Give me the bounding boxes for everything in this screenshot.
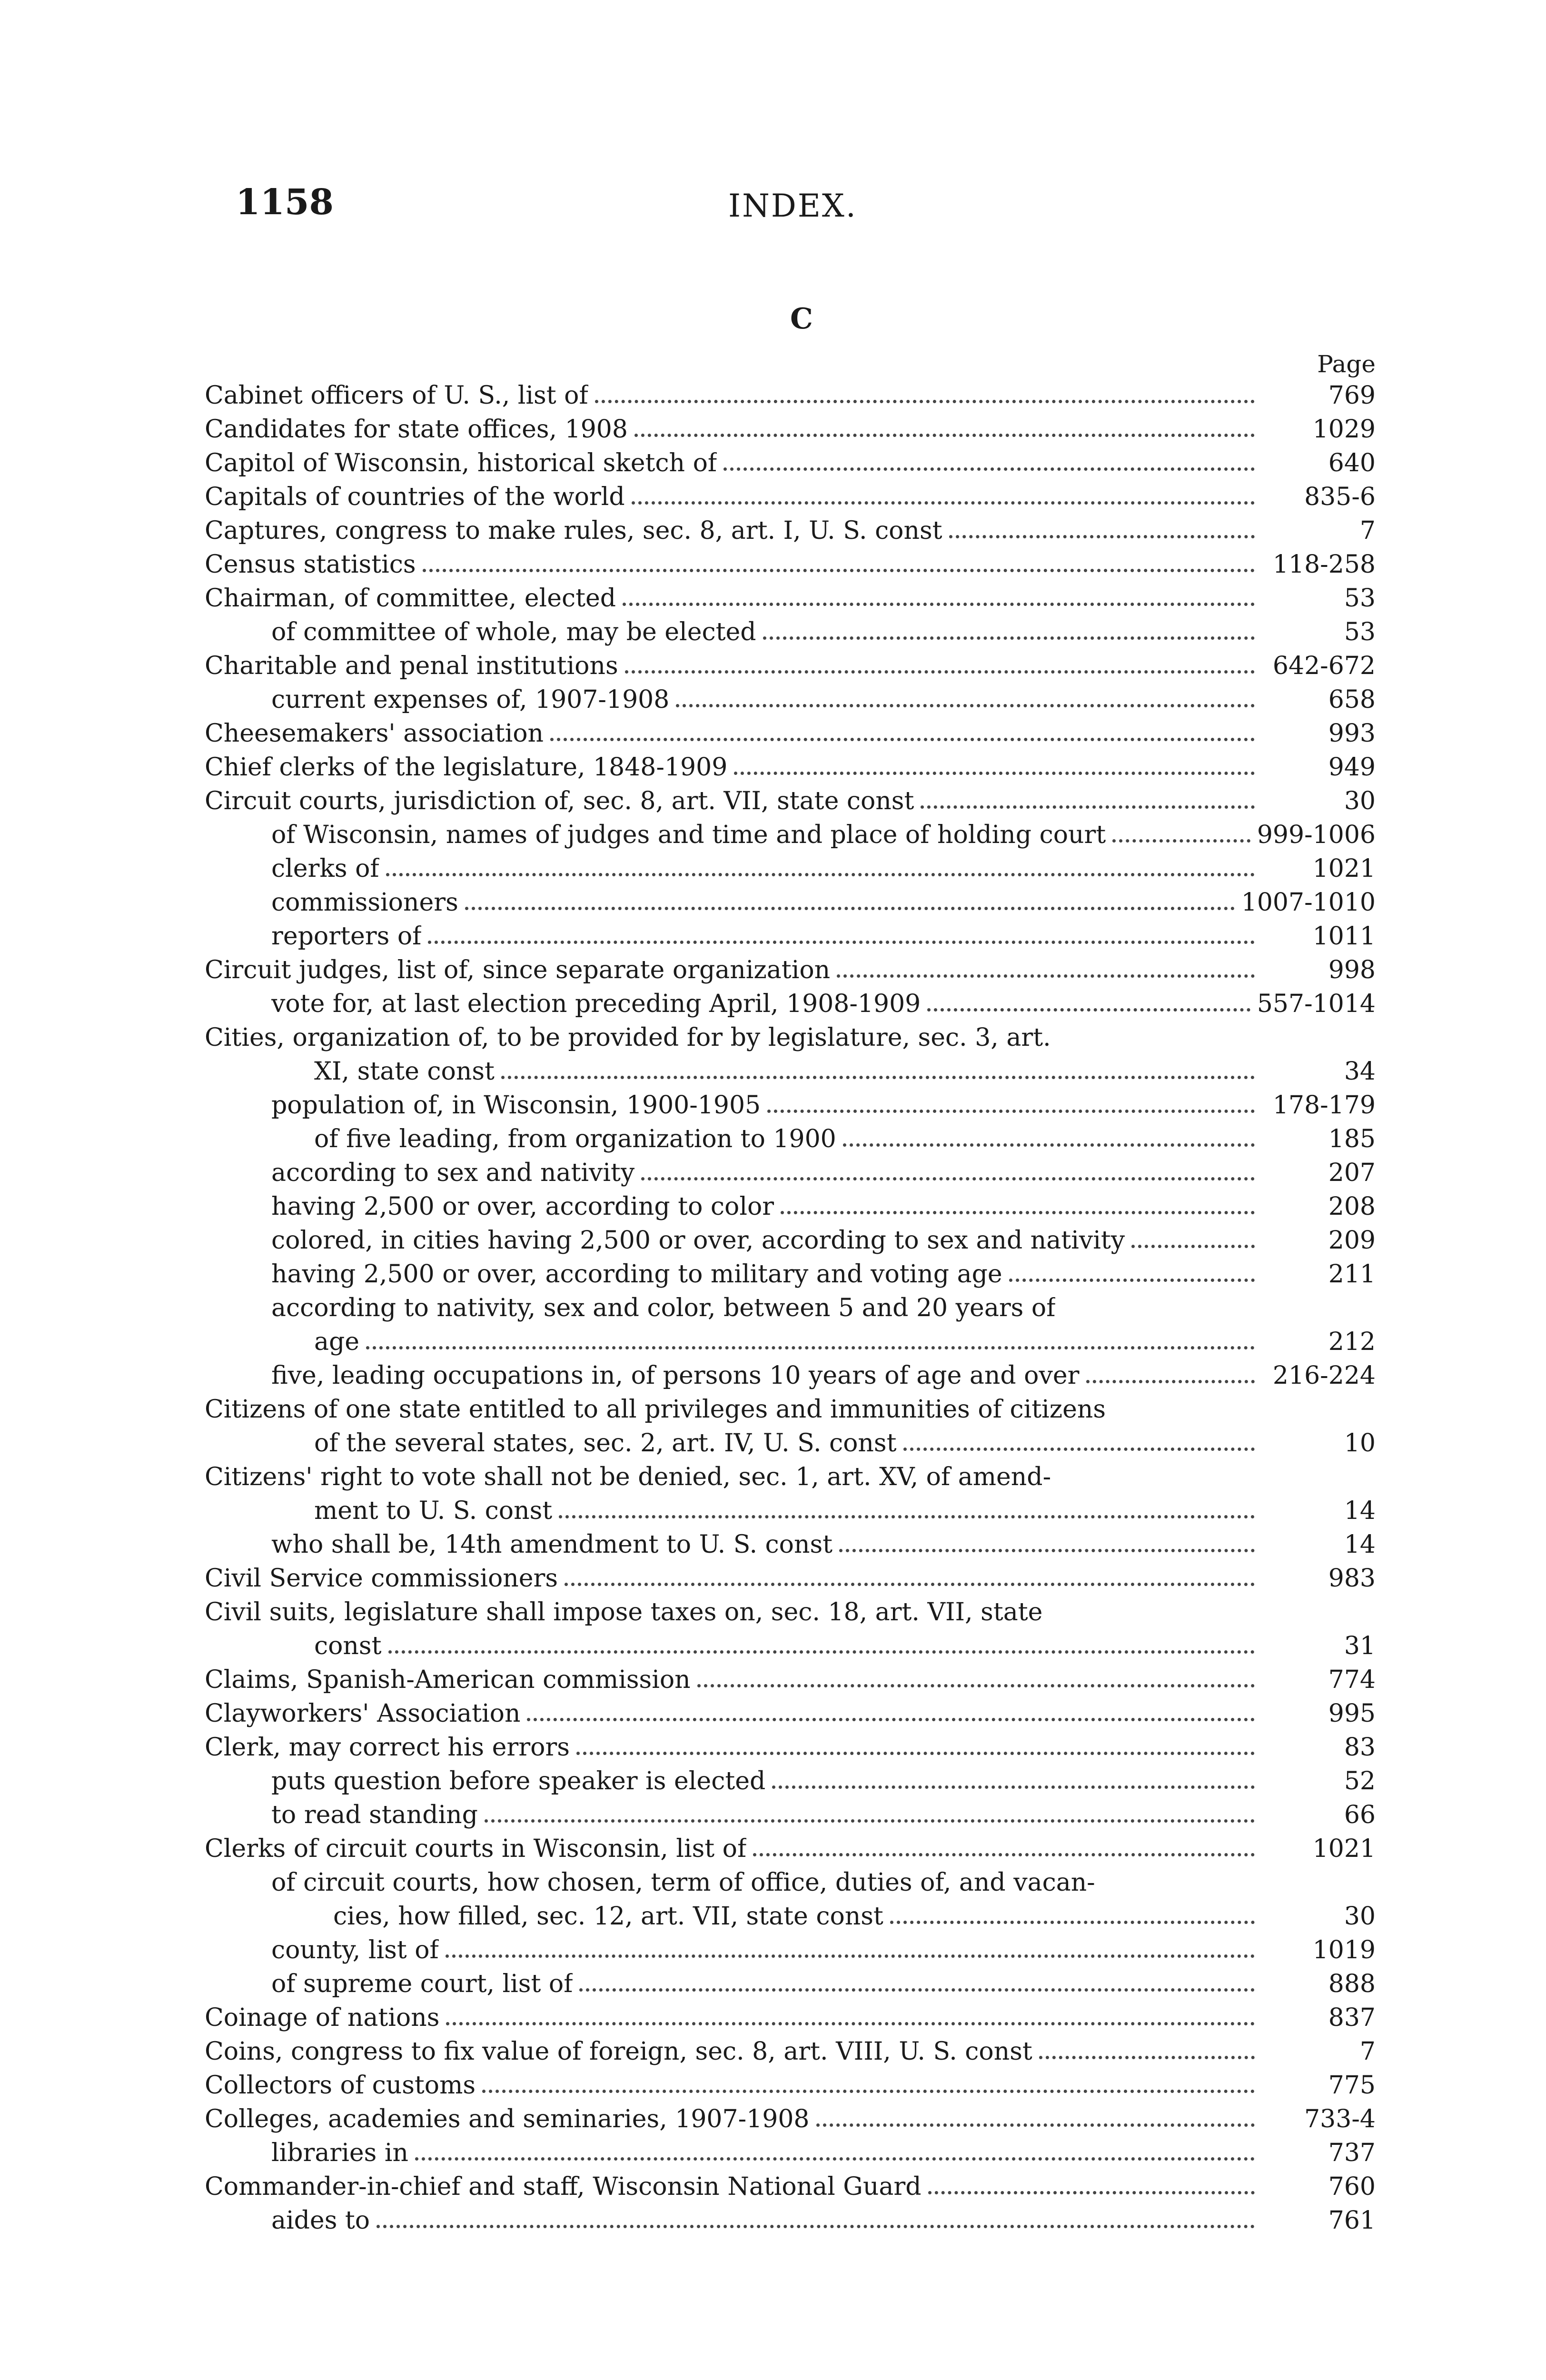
index-entry [205,1931,1376,1964]
entry-term: const [314,1632,382,1660]
dot-leader [890,1921,1255,1924]
dot-leader [485,1819,1255,1823]
index-entry [205,579,1376,613]
entry-page: 1007-1010 [1241,888,1376,917]
dot-leader [641,1177,1255,1180]
dot-leader [388,1650,1255,1654]
entry-page: 761 [1328,2206,1376,2235]
entry-page: 14 [1344,1497,1376,1525]
index-entry [205,1356,1376,1390]
dot-leader [837,974,1255,978]
entry-term: Census statistics [205,550,416,579]
index-entry [205,1559,1376,1593]
entry-term: population of, in Wisconsin, 1900-1905 [271,1091,761,1120]
dot-leader [753,1853,1255,1856]
entry-page: 53 [1344,584,1376,613]
index-entry [205,815,1376,849]
dot-leader [559,1515,1255,1518]
entry-page: 557-1014 [1257,990,1376,1018]
dot-leader [446,1954,1255,1958]
entry-page: 640 [1328,449,1376,477]
entry-term: cies, how filled, sec. 12, art. VII, state const [333,1902,883,1931]
entry-term: clerks of [271,854,379,883]
dot-leader [625,670,1255,674]
index-entry [205,1052,1376,1086]
dot-leader [428,941,1255,944]
entry-page: 1021 [1312,854,1376,883]
entry-term: Coinage of nations [205,2003,440,2032]
page-column-heading: Page [1317,350,1376,378]
entry-page: 774 [1328,1666,1376,1694]
index-entry [205,680,1376,714]
entry-page: 14 [1344,1530,1376,1559]
index-entry [205,714,1376,748]
index-entry [205,1728,1376,1762]
entry-page: 733-4 [1304,2105,1376,2133]
entry-term: having 2,500 or over, according to color [271,1192,774,1221]
index-entry [205,1863,1376,1897]
entry-page: 53 [1344,618,1376,646]
entry-term: according to sex and nativity [271,1159,635,1187]
dot-leader [482,2090,1255,2093]
dot-leader [816,2123,1255,2127]
entry-term: Clerk, may correct his errors [205,1733,570,1762]
entry-page: 998 [1328,956,1376,984]
dot-leader [697,1684,1255,1687]
entry-term: Chief clerks of the legislature, 1848-1909 [205,753,728,782]
index-entry [205,782,1376,815]
dot-leader [550,738,1255,741]
dot-leader [781,1211,1255,1214]
entry-term: Commander-in-chief and staff, Wisconsin National Guard [205,2172,922,2201]
index-entry [205,951,1376,984]
entry-page: 1011 [1312,922,1376,951]
entry-page: 30 [1344,787,1376,815]
entry-page: 642-672 [1272,652,1376,680]
dot-leader [623,603,1255,606]
index-entry [205,1626,1376,1660]
index-entry [205,1998,1376,2032]
index-entry [205,376,1376,410]
entry-page: 66 [1344,1801,1376,1829]
dot-leader [415,2157,1255,2161]
entry-term: of supreme court, list of [271,1970,573,1998]
entry-term: Civil suits, legislature shall impose taxes on, sec. 18, art. VII, state [205,1598,1043,1626]
entry-page: 983 [1328,1564,1376,1593]
entry-term: current expenses of, 1907-1908 [271,685,670,714]
entry-term: Cities, organization of, to be provided for by legislature, sec. 3, art. [205,1023,1051,1052]
index-entry [205,1829,1376,1863]
entry-term: Clayworkers' Association [205,1699,521,1728]
index-entry [205,1964,1376,1998]
entry-term: Colleges, academies and seminaries, 1907-1908 [205,2105,810,2133]
entry-term: Circuit courts, jurisdiction of, sec. 8, art. VII, state const [205,787,914,815]
entry-term: Chairman, of committee, elected [205,584,616,613]
dot-leader [927,1008,1250,1012]
entry-term: of committee of whole, may be elected [271,618,756,646]
dot-leader [527,1718,1255,1721]
entry-page: 83 [1344,1733,1376,1762]
dot-leader [1086,1380,1255,1383]
index-entry [205,1255,1376,1289]
index-entry [205,444,1376,477]
entry-page: 775 [1328,2071,1376,2100]
page-number: 1158 [236,182,334,223]
dot-leader [949,535,1255,538]
entry-page: 1021 [1312,1835,1376,1863]
index-entry [205,410,1376,444]
index-entry [205,2100,1376,2133]
index-entry [205,1086,1376,1120]
entry-page: 30 [1344,1902,1376,1931]
index-entry [205,2167,1376,2201]
index-entry [205,1187,1376,1221]
entry-page: 10 [1344,1429,1376,1458]
index-entry [205,613,1376,646]
index-entry [205,1593,1376,1626]
running-head: INDEX. [728,188,857,224]
entry-term: Civil Service commissioners [205,1564,558,1593]
entry-page: 118-258 [1272,550,1376,579]
entry-page: 1029 [1312,415,1376,444]
entry-term: Cheesemakers' association [205,719,544,748]
index-entry [205,2066,1376,2100]
index-entry [205,1458,1376,1491]
dot-leader [763,636,1255,640]
entry-term: of five leading, from organization to 1900 [314,1125,836,1153]
entry-term: libraries in [271,2139,409,2167]
index-entry [205,1322,1376,1356]
dot-leader [921,805,1255,809]
dot-leader [723,467,1255,471]
index-list [205,352,1376,2235]
dot-leader [676,704,1255,707]
entry-page: 7 [1359,516,1376,545]
entry-page: 209 [1328,1226,1376,1255]
entry-term: Claims, Spanish-American commission [205,1666,691,1694]
index-entry [205,917,1376,951]
index-entry [205,2133,1376,2167]
dot-leader [446,2022,1255,2025]
index-entry [205,511,1376,545]
entry-term: Cabinet officers of U. S., list of [205,381,588,410]
dot-leader [1039,2056,1255,2059]
index-entry [205,748,1376,782]
dot-leader [501,1076,1255,1079]
entry-page: 999-1006 [1257,821,1376,849]
entry-term: commissioners [271,888,458,917]
dot-leader [632,501,1255,505]
entry-page: 211 [1328,1260,1376,1289]
index-entry [205,883,1376,917]
index-entry [205,1120,1376,1153]
entry-term: puts question before speaker is elected [271,1767,766,1795]
index-entry [205,545,1376,579]
entry-page: 658 [1328,685,1376,714]
index-entry [205,1525,1376,1559]
entry-term: Circuit judges, list of, since separate organization [205,956,831,984]
index-entry [205,2201,1376,2235]
entry-page: 52 [1344,1767,1376,1795]
entry-term: ment to U. S. const [314,1497,553,1525]
dot-leader [1112,839,1250,843]
entry-term: age [314,1328,360,1356]
entry-term: having 2,500 or over, according to military and voting age [271,1260,1002,1289]
dot-leader [1131,1245,1255,1248]
entry-term: of the several states, sec. 2, art. IV, U. S. const [314,1429,897,1458]
entry-term: Charitable and penal institutions [205,652,618,680]
entry-page: 31 [1344,1632,1376,1660]
entry-page: 7 [1359,2037,1376,2066]
dot-leader [465,907,1235,910]
entry-term: to read standing [271,1801,478,1829]
index-entry [205,849,1376,883]
entry-term: Capitals of countries of the world [205,483,625,511]
entry-page: 185 [1328,1125,1376,1153]
dot-leader [767,1110,1255,1113]
index-entry [205,1424,1376,1458]
entry-term: Citizens of one state entitled to all privileges and immunities of citizens [205,1395,1106,1424]
dot-leader [366,1346,1255,1349]
dot-leader [579,1988,1255,1992]
index-entry [205,1153,1376,1187]
entry-page: 212 [1328,1328,1376,1356]
entry-term: who shall be, 14th amendment to U. S. const [271,1530,833,1559]
entry-term: Candidates for state offices, 1908 [205,415,628,444]
dot-leader [386,873,1255,876]
entry-term: Captures, congress to make rules, sec. 8, art. I, U. S. const [205,516,942,545]
index-entry [205,1660,1376,1694]
entry-page: 208 [1328,1192,1376,1221]
dot-leader [772,1785,1255,1789]
entry-page: 995 [1328,1699,1376,1728]
index-entry [205,1390,1376,1424]
index-entry [205,477,1376,511]
entry-page: 737 [1328,2139,1376,2167]
index-entry [205,2032,1376,2066]
entry-term: of Wisconsin, names of judges and time and place of holding court [271,821,1106,849]
dot-leader [928,2191,1255,2194]
entry-page: 760 [1328,2172,1376,2201]
index-entry [205,1491,1376,1525]
section-letter: C [790,302,813,336]
entry-page: 769 [1328,381,1376,410]
index-entry [205,1762,1376,1795]
dot-leader [595,400,1255,403]
entry-page: 835-6 [1304,483,1376,511]
entry-term: vote for, at last election preceding April, 1908-1909 [271,990,921,1018]
index-entry [205,1221,1376,1255]
dot-leader [576,1752,1255,1755]
entry-term: aides to [271,2206,370,2235]
entry-page: 888 [1328,1970,1376,1998]
entry-page: 34 [1344,1057,1376,1086]
dot-leader [1009,1279,1255,1282]
entry-term: of circuit courts, how chosen, term of office, duties of, and vacan- [271,1868,1095,1897]
entry-term: Citizens' right to vote shall not be denied, sec. 1, art. XV, of amend- [205,1463,1051,1491]
entry-term: according to nativity, sex and color, between 5 and 20 years of [271,1294,1056,1322]
entry-term: Collectors of customs [205,2071,476,2100]
entry-page: 1019 [1312,1936,1376,1964]
entry-page: 207 [1328,1159,1376,1187]
index-entry [205,646,1376,680]
entry-term: reporters of [271,922,422,951]
entry-page: 949 [1328,753,1376,782]
index-entry [205,1897,1376,1931]
dot-leader [565,1583,1255,1586]
entry-page: 216-224 [1272,1361,1376,1390]
index-entry [205,984,1376,1018]
entry-term: XI, state const [314,1057,495,1086]
entry-term: Capitol of Wisconsin, historical sketch of [205,449,717,477]
entry-term: five, leading occupations in, of persons 10 years of age and over [271,1361,1080,1390]
dot-leader [377,2225,1255,2228]
entry-term: Clerks of circuit courts in Wisconsin, list of [205,1835,747,1863]
dot-leader [843,1143,1255,1147]
index-entry [205,1795,1376,1829]
dot-leader [903,1448,1255,1451]
entry-page: 178-179 [1272,1091,1376,1120]
index-entry [205,1289,1376,1322]
entry-term: county, list of [271,1936,439,1964]
dot-leader [839,1549,1255,1552]
entry-term: colored, in cities having 2,500 or over, according to sex and nativity [271,1226,1125,1255]
entry-page: 993 [1328,719,1376,748]
dot-leader [423,569,1255,572]
entry-page: 837 [1328,2003,1376,2032]
dot-leader [634,434,1255,437]
index-entry [205,1694,1376,1728]
index-entry [205,1018,1376,1052]
dot-leader [734,772,1255,775]
entry-term: Coins, congress to fix value of foreign, sec. 8, art. VIII, U. S. const [205,2037,1032,2066]
